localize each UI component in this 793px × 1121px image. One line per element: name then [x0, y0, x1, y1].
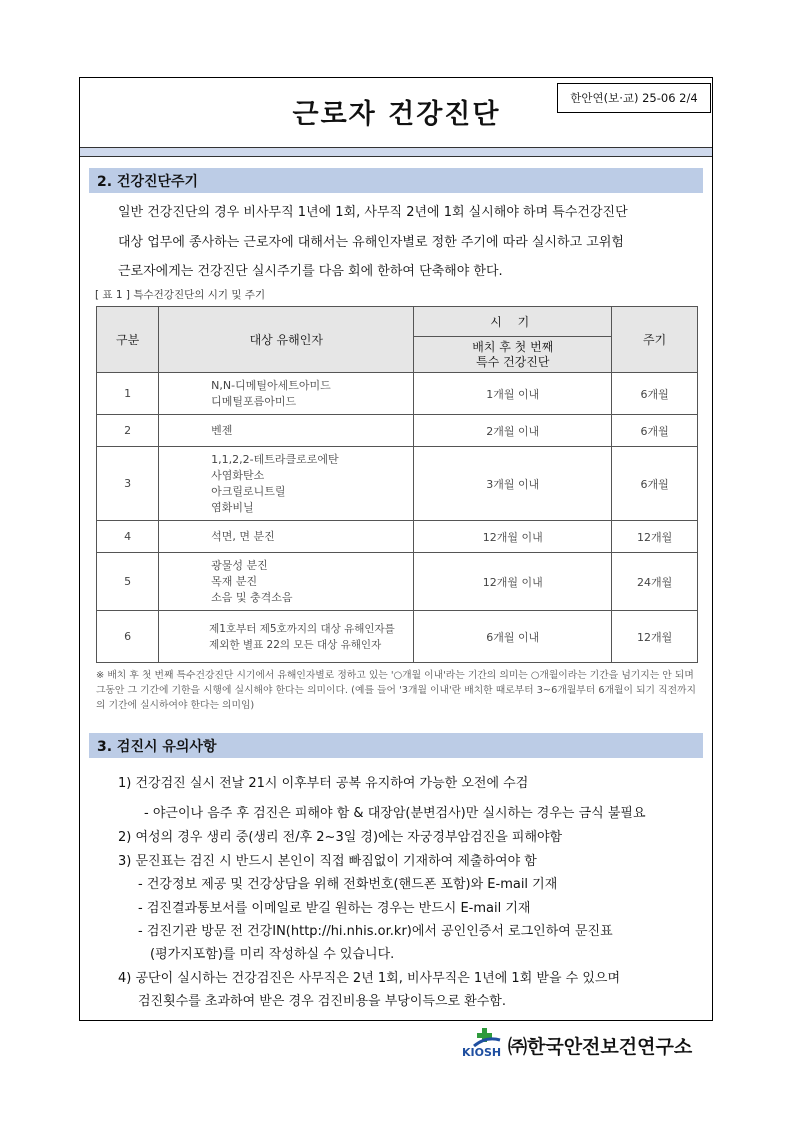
list-item: - 야근이나 음주 후 검진은 피해야 함 & 대장암(분변검사)만 실시하는 경우는 금식 불필요 [144, 806, 646, 821]
table-caption: [ 표 1 ] 특수건강진단의 시기 및 주기 [95, 289, 266, 301]
col-header-period: 주기 [612, 307, 698, 373]
col-header-timing: 시 기 [414, 307, 612, 337]
table-footnote: ※ 배치 후 첫 번째 특수건강진단 시기에서 유해인자별로 정하고 있는 '○개월 이내'라는 기간의 의미는 ○개월이라는 기간을 넘기지는 안 되며 그동안 그 기간에 기한을 시행에 실시해야 한다는 의미이다. (예를 들어 '3개월 이내'란 배치한 때로부터 3~6개월부터 6개월이 되기 직전까지의 기간에 실시하여야 한다는 의미임) [96, 670, 696, 711]
row-timing: 12개월 이내 [414, 553, 612, 611]
row-period: 6개월 [612, 415, 698, 447]
list-item: 2) 여성의 경우 생리 중(생리 전/후 2~3일 경)에는 자궁경부암검진을 피해야함 [118, 830, 563, 845]
col-header-timing-sub: 배치 후 첫 번째 특수 건강진단 [414, 337, 612, 373]
list-item: 3) 문진표는 검진 시 반드시 본인이 직접 빠짐없이 기재하여 제출하여야 함 [118, 854, 537, 869]
row-agent: 석면, 면 분진 [159, 521, 414, 553]
row-number: 3 [97, 447, 159, 521]
row-period: 6개월 [612, 447, 698, 521]
row-timing: 1개월 이내 [414, 373, 612, 415]
organization-name: ㈜한국안전보건연구소 [508, 1036, 693, 1058]
row-period: 12개월 [612, 611, 698, 663]
list-item: 1) 건강검진 실시 전날 21시 이후부터 공복 유지하여 가능한 오전에 수검 [118, 776, 529, 791]
table-row [97, 611, 698, 663]
row-number: 5 [97, 553, 159, 611]
row-period: 6개월 [612, 373, 698, 415]
row-agent: 1,1,2,2-테트라클로로에탄 사염화탄소 아크릴로니트릴 염화비닐 [159, 447, 414, 521]
list-item: 4) 공단이 실시하는 건강검진은 사무직은 2년 1회, 비사무직은 1년에 1회 받을 수 있으며 [118, 971, 621, 986]
table-row [97, 447, 698, 521]
row-number: 4 [97, 521, 159, 553]
table-row [97, 521, 698, 553]
health-exam-table [96, 306, 698, 663]
col-header-category: 구분 [97, 307, 159, 373]
row-period: 24개월 [612, 553, 698, 611]
col-header-agent: 대상 유해인자 [159, 307, 414, 373]
row-agent: 제1호부터 제5호까지의 대상 유해인자를 제외한 별표 22의 모든 대상 유해인자 [159, 611, 414, 663]
list-item: 검진횟수를 초과하여 받은 경우 검진비용을 부당이득으로 환수함. [138, 994, 506, 1009]
section-heading-cycle: 2. 건강진단주기 [89, 168, 703, 193]
page-title: 근로자 건강진단 [292, 99, 501, 130]
row-number: 6 [97, 611, 159, 663]
paragraph-line: 일반 건강진단의 경우 비사무직 1년에 1회, 사무직 2년에 1회 실시해야 하며 특수건강진단 [118, 205, 628, 220]
document-code: 한안연(보·교) 25-06 2/4 [557, 83, 711, 113]
table-row [97, 415, 698, 447]
list-item: - 건강정보 제공 및 건강상담을 위해 전화번호(핸드폰 포함)와 E-mail 기재 [138, 877, 558, 892]
row-agent: 광물성 분진 목재 분진 소음 및 충격소음 [159, 553, 414, 611]
list-item: - 검진기관 방문 전 건강IN(http://hi.nhis.or.kr)에서 공인인증서 로그인하여 문진표 [138, 924, 613, 939]
paragraph-line: 대상 업무에 종사하는 근로자에 대해서는 유해인자별로 정한 주기에 따라 실시하고 고위험 [118, 234, 624, 250]
section-2-paragraph [118, 198, 700, 287]
row-timing: 3개월 이내 [414, 447, 612, 521]
title-divider [80, 147, 712, 157]
section-heading-precautions: 3. 검진시 유의사항 [89, 733, 703, 758]
row-agent: 벤젠 [159, 415, 414, 447]
logo-abbreviation: KIOSH [462, 1046, 502, 1059]
list-item: (평가지포함)를 미리 작성하실 수 있습니다. [150, 947, 395, 962]
table-row [97, 553, 698, 611]
paragraph-line: 근로자에게는 건강진단 실시주기를 다음 회에 한하여 단축해야 한다. [118, 264, 503, 279]
table-row [97, 373, 698, 415]
row-timing: 6개월 이내 [414, 611, 612, 663]
row-period: 12개월 [612, 521, 698, 553]
row-number: 2 [97, 415, 159, 447]
row-timing: 12개월 이내 [414, 521, 612, 553]
row-agent: N,N-디메틸아세트아미드 디메틸포름아미드 [159, 373, 414, 415]
row-timing: 2개월 이내 [414, 415, 612, 447]
list-item: - 검진결과통보서를 이메일로 받길 원하는 경우는 반드시 E-mail 기재 [138, 901, 531, 916]
row-number: 1 [97, 373, 159, 415]
